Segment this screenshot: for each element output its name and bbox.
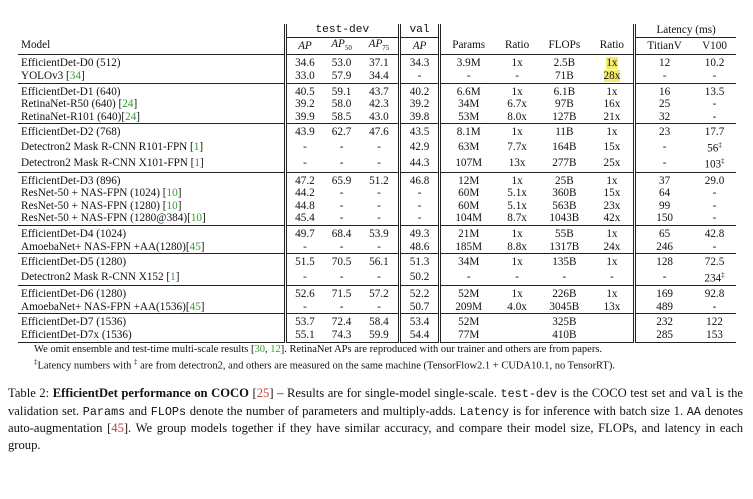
titan-cell: -	[635, 155, 693, 172]
flops-cell: 1317B	[549, 240, 580, 253]
fratio-cell: 42x	[603, 212, 621, 225]
titan-cell: 489	[635, 301, 693, 314]
val-cell: -	[399, 200, 440, 213]
fratio-cell: 16x	[603, 98, 621, 111]
table-row	[18, 329, 736, 342]
ap50-cell: -	[339, 212, 344, 225]
table-row	[18, 172, 736, 187]
titan-cell: 16	[635, 83, 693, 98]
ap75-cell: 51.2	[360, 172, 399, 187]
v100-cell: 10.2	[693, 55, 736, 70]
ap-col-header: AP	[285, 37, 323, 55]
flops-col-header: FLOPs	[538, 37, 590, 55]
flops-cell: 127B	[552, 110, 577, 123]
params-cell: 8.1M	[440, 124, 496, 139]
v100-cell: -	[712, 110, 717, 123]
val-cell: -	[399, 187, 440, 200]
params-cell: 185M	[440, 241, 496, 254]
ap-cell: 34.6	[285, 55, 323, 70]
ap50-cell: -	[339, 300, 344, 313]
ap50-cell: -	[339, 270, 344, 283]
table-row	[18, 111, 736, 124]
ap-cell: -	[285, 269, 323, 286]
ap75-cell: 47.6	[360, 124, 399, 139]
v100-cell: 17.7	[693, 124, 736, 139]
titan-cell: 285	[635, 329, 693, 342]
titan-cell: 169	[635, 286, 693, 301]
fratio-cell: 15x	[603, 140, 621, 153]
model-cell: EfficientDet-D7 (1536)	[18, 314, 285, 329]
flops-cell: 360B	[552, 187, 577, 200]
ap75-cell: -	[377, 212, 381, 225]
flops-cell: 6.1B	[538, 83, 590, 98]
table-row	[18, 55, 736, 70]
ap50-cell: -	[339, 240, 344, 253]
pratio-cell: 1x	[496, 124, 538, 139]
titanv-col-header: TitianV	[635, 37, 693, 55]
val-cell: -	[399, 70, 440, 83]
params-cell: 104M	[440, 212, 496, 225]
ap-cell: 39.2	[285, 98, 323, 111]
ap50-cell: 71.5	[323, 286, 360, 301]
model-cell: EfficientDet-D7x (1536)	[18, 329, 285, 342]
pratio-cell: 13x	[508, 157, 526, 170]
params-cell: 60M	[440, 200, 496, 213]
v100-cell: -	[712, 300, 717, 313]
testdev-header: test-dev	[285, 24, 399, 37]
fratio-cell: 15x	[603, 187, 621, 200]
titan-cell: 23	[635, 124, 693, 139]
table-row	[18, 200, 736, 213]
fratio-cell: 24x	[603, 240, 621, 253]
model-cell: AmoebaNet+ NAS-FPN +AA(1280)[45]	[21, 240, 205, 253]
v100-cell: -	[712, 240, 717, 253]
ap75-cell: -	[377, 187, 381, 200]
ap50-cell: 58.5	[331, 110, 352, 123]
pratio-cell: 1x	[496, 254, 538, 269]
ap50-col-header: $AP_{50}$	[323, 37, 360, 55]
titan-cell: 150	[635, 212, 693, 225]
table-row	[18, 139, 736, 155]
val-cell: 48.6	[399, 241, 440, 254]
fratio-cell: 28x	[603, 70, 621, 83]
ap-cell: 43.9	[285, 124, 323, 139]
val-cell: 54.4	[399, 329, 440, 342]
titan-cell: 128	[635, 254, 693, 269]
val-cell: 49.3	[399, 226, 440, 241]
flops-cell: 277B	[552, 157, 577, 170]
fratio-cell: 25x	[603, 157, 621, 170]
ap50-cell: 58.0	[331, 98, 352, 111]
table-row	[18, 286, 736, 301]
v100-cell: 153	[693, 329, 736, 342]
table-caption: Table 2: EfficientDet performance on COCO [25] – Results are for single-model single-scale. test-dev is the COCO test set and val is the validation set. Params and FLOPs denote the number of parameters and multiply-adds. Latency is for inference with batch size 1. AA denotes auto-augmentation [45]. We group models together if they have similar accuracy, and compare their model size, FLOPs, and latency in each group.	[8, 386, 743, 452]
params-col-header: Params	[440, 37, 496, 55]
model-cell: YOLOv3 [34]	[21, 70, 85, 83]
pratio-cell: 5.1x	[507, 199, 527, 212]
ap75-cell: 42.3	[369, 98, 389, 111]
ap-cell: 39.9	[285, 111, 323, 124]
v100-cell: 13.5	[693, 83, 736, 98]
ap50-cell: -	[339, 157, 344, 170]
val-cell: 46.8	[399, 172, 440, 187]
pratio-cell: -	[515, 270, 519, 283]
ap75-cell: -	[377, 270, 381, 283]
ap50-cell: 65.9	[323, 172, 360, 187]
params-cell: 53M	[440, 111, 496, 124]
table-row	[18, 254, 736, 269]
params-cell: 21M	[440, 226, 496, 241]
ap50-cell: -	[339, 187, 344, 200]
params-cell: 34M	[440, 98, 496, 111]
params-cell: 209M	[440, 301, 496, 314]
table-figure	[8, 24, 743, 453]
model-cell: RetinaNet-R101 (640)[24]	[21, 110, 141, 123]
params-cell: 3.9M	[440, 55, 496, 70]
titan-cell: -	[635, 70, 693, 83]
ap50-cell: 74.3	[323, 329, 360, 342]
params-cell: -	[440, 269, 496, 286]
params-cell: -	[440, 70, 496, 83]
pratio-cell: 8.7x	[507, 212, 527, 225]
latency-header: Latency (ms)	[635, 24, 736, 37]
titan-cell: 12	[635, 55, 693, 70]
pratio-cell: 8.8x	[507, 240, 527, 253]
model-cell: Detectron2 Mask R-CNN X152 [1]	[21, 270, 180, 283]
v100-cell: -	[712, 199, 717, 212]
model-cell: EfficientDet-D0 (512)	[18, 55, 285, 70]
val-cell: 40.2	[399, 83, 440, 98]
pratio-cell: 1x	[496, 286, 538, 301]
table-row	[18, 301, 736, 314]
flops-cell: 226B	[538, 286, 590, 301]
model-col-header: Model	[18, 37, 285, 55]
ap50-cell: 53.0	[323, 55, 360, 70]
titan-cell: 232	[635, 314, 693, 329]
table-row	[18, 314, 736, 329]
ap75-cell: 43.7	[360, 83, 399, 98]
val-cell: 50.7	[399, 301, 440, 314]
ap-cell: -	[285, 155, 323, 172]
v100-cell: 29.0	[693, 172, 736, 187]
model-cell: EfficientDet-D4 (1024)	[18, 226, 285, 241]
ap75-cell: 57.2	[360, 286, 399, 301]
table-row	[18, 98, 736, 111]
fratio-cell: 1x	[591, 83, 635, 98]
table-row	[18, 155, 736, 172]
v100-cell: 72.5	[693, 254, 736, 269]
pratio-cell: 1x	[496, 172, 538, 187]
v100-col-header: V100	[693, 37, 736, 55]
params-cell: 52M	[440, 314, 496, 329]
flops-ratio-col-header: Ratio	[591, 37, 635, 55]
results-table	[18, 24, 736, 343]
table-row	[18, 269, 736, 286]
val-cell: 42.9	[399, 139, 440, 155]
model-cell: AmoebaNet+ NAS-FPN +AA(1536)[45]	[21, 300, 205, 313]
params-cell: 34M	[440, 254, 496, 269]
fratio-cell: -	[610, 270, 614, 283]
model-cell: Detectron2 Mask R-CNN R101-FPN [1]	[21, 140, 204, 153]
ap75-cell: -	[377, 199, 381, 212]
titan-cell: -	[635, 139, 693, 155]
ap-cell: 44.2	[285, 187, 323, 200]
v100-cell: -	[712, 187, 717, 200]
val-cell: 39.8	[399, 111, 440, 124]
val-cell: 44.3	[399, 155, 440, 172]
flops-cell: 55B	[538, 226, 590, 241]
pratio-cell: 1x	[496, 55, 538, 70]
v100-cell: -	[712, 98, 717, 111]
params-cell: 77M	[440, 329, 496, 342]
titan-cell: 246	[635, 241, 693, 254]
v100-cell: -	[712, 212, 717, 225]
ap-cell: -	[285, 139, 323, 155]
val-cell: 53.4	[399, 314, 440, 329]
pratio-cell: 5.1x	[507, 187, 527, 200]
flops-cell: 1043B	[549, 212, 580, 225]
val-cell: 43.5	[399, 124, 440, 139]
params-cell: 6.6M	[440, 83, 496, 98]
params-ratio-col-header: Ratio	[496, 37, 538, 55]
flops-cell: 135B	[538, 254, 590, 269]
ap75-cell: 59.9	[360, 329, 399, 342]
val-cell: 52.2	[399, 286, 440, 301]
model-cell: EfficientDet-D6 (1280)	[18, 286, 285, 301]
table-row	[18, 187, 736, 200]
titan-cell: 32	[635, 111, 693, 124]
v100-cell: 56‡	[707, 140, 722, 155]
fratio-cell	[591, 329, 635, 342]
ap50-cell: 62.7	[323, 124, 360, 139]
ap50-cell: -	[339, 199, 344, 212]
fratio-cell: 1x	[591, 124, 635, 139]
fratio-cell: 21x	[603, 110, 621, 123]
model-cell: ResNet-50 + NAS-FPN (1280@384)[10]	[21, 212, 206, 225]
ap50-cell: 68.4	[323, 226, 360, 241]
table-row	[18, 241, 736, 254]
ap-cell: 52.6	[285, 286, 323, 301]
fratio-cell: 1x	[591, 172, 635, 187]
flops-cell: 410B	[538, 329, 590, 342]
fratio-cell	[591, 314, 635, 329]
flops-cell: 71B	[555, 70, 574, 83]
ap-cell: 55.1	[285, 329, 323, 342]
model-cell: RetinaNet-R50 (640) [24]	[21, 98, 138, 111]
params-cell: 60M	[440, 187, 496, 200]
pratio-cell	[496, 314, 538, 329]
model-cell: EfficientDet-D5 (1280)	[18, 254, 285, 269]
model-cell: Detectron2 Mask R-CNN X101-FPN [1]	[21, 157, 204, 170]
pratio-cell	[496, 329, 538, 342]
model-cell: EfficientDet-D2 (768)	[18, 124, 285, 139]
flops-cell: 325B	[538, 314, 590, 329]
ap75-cell: -	[377, 300, 381, 313]
ap75-cell: 34.4	[369, 70, 389, 83]
fratio-cell: 1x	[591, 226, 635, 241]
flops-cell: 563B	[552, 199, 577, 212]
titan-cell: 25	[635, 98, 693, 111]
table-row	[18, 212, 736, 225]
ap-cell: 49.7	[285, 226, 323, 241]
val-cell: -	[399, 212, 440, 225]
model-cell: EfficientDet-D1 (640)	[18, 83, 285, 98]
fratio-cell: 1x	[591, 55, 635, 70]
pratio-cell: 7.7x	[507, 140, 527, 153]
titan-cell: 37	[635, 172, 693, 187]
ap-cell: 53.7	[285, 314, 323, 329]
v100-cell: 103‡	[704, 157, 725, 172]
params-cell: 107M	[440, 155, 496, 172]
pratio-cell: 1x	[496, 226, 538, 241]
ap75-cell: -	[377, 140, 381, 153]
fratio-cell: 23x	[603, 199, 621, 212]
ap75-cell: -	[377, 157, 381, 170]
ap50-cell: 59.1	[323, 83, 360, 98]
flops-cell: 2.5B	[538, 55, 590, 70]
v100-cell: -	[712, 70, 717, 83]
table-row	[18, 83, 736, 98]
ap75-cell: 43.0	[369, 110, 389, 123]
ap50-cell: 72.4	[323, 314, 360, 329]
ap75-cell: 58.4	[360, 314, 399, 329]
ap-cell: 40.5	[285, 83, 323, 98]
params-cell: 63M	[440, 139, 496, 155]
ap75-cell: 56.1	[360, 254, 399, 269]
params-cell: 12M	[440, 172, 496, 187]
ap75-col-header: $AP_{75}$	[360, 37, 399, 55]
pratio-cell: -	[515, 70, 519, 83]
note-line-2: ‡Latency numbers with ‡ are from detectron2, and others are measured on the same machine (TensorFlow2.1 + CUDA10.1, no TensorRT).	[34, 358, 615, 372]
flops-cell: -	[562, 270, 567, 283]
titan-cell: 65	[635, 226, 693, 241]
pratio-cell: 6.7x	[507, 98, 527, 111]
table-row	[18, 226, 736, 241]
ap-cell: -	[285, 241, 323, 254]
model-cell: ResNet-50 + NAS-FPN (1024) [10]	[21, 187, 182, 200]
note-line-1: We omit ensemble and test-time multi-scale results [30, 12]. RetinaNet APs are reproduced with our trainer and others are from papers.	[34, 343, 603, 355]
flops-cell: 3045B	[549, 300, 580, 313]
val-cell: 51.3	[399, 254, 440, 269]
titan-cell: 64	[635, 187, 693, 200]
params-cell: 52M	[440, 286, 496, 301]
ap75-cell: -	[377, 240, 381, 253]
flops-cell: 97B	[555, 98, 574, 111]
flops-cell: 11B	[538, 124, 590, 139]
val-cell: 34.3	[399, 55, 440, 70]
ap-cell: 47.2	[285, 172, 323, 187]
val-ap-col-header: AP	[399, 37, 440, 55]
pratio-cell: 1x	[496, 83, 538, 98]
table-notes	[34, 344, 736, 374]
fratio-cell: 1x	[591, 254, 635, 269]
ap75-cell: 37.1	[360, 55, 399, 70]
val-cell: 50.2	[399, 269, 440, 286]
model-cell: ResNet-50 + NAS-FPN (1280) [10]	[21, 199, 182, 212]
table-row	[18, 70, 736, 83]
flops-cell: 25B	[538, 172, 590, 187]
v100-cell: 92.8	[693, 286, 736, 301]
v100-cell: 122	[693, 314, 736, 329]
header-row-2	[18, 37, 736, 55]
ap-cell: -	[285, 301, 323, 314]
pratio-cell: 8.0x	[507, 110, 527, 123]
table-row	[18, 124, 736, 139]
v100-cell: 42.8	[693, 226, 736, 241]
ap50-cell: 57.9	[331, 70, 352, 83]
ap50-cell: 70.5	[323, 254, 360, 269]
header-row-1	[18, 24, 736, 37]
fratio-cell: 13x	[603, 300, 621, 313]
ap-cell: 51.5	[285, 254, 323, 269]
pratio-cell: 4.0x	[507, 300, 527, 313]
titan-cell: -	[635, 269, 693, 286]
ap75-cell: 53.9	[360, 226, 399, 241]
ap-cell: 44.8	[285, 200, 323, 213]
val-cell: 39.2	[399, 98, 440, 111]
ap-cell: 45.4	[285, 212, 323, 225]
ap50-cell: -	[339, 140, 344, 153]
ap-cell: 33.0	[285, 70, 323, 83]
model-cell: EfficientDet-D3 (896)	[18, 172, 285, 187]
v100-cell: 234‡	[704, 270, 725, 285]
table-body	[18, 55, 736, 342]
flops-cell: 164B	[552, 140, 577, 153]
fratio-cell: 1x	[591, 286, 635, 301]
val-header: val	[399, 24, 440, 37]
titan-cell: 99	[635, 200, 693, 213]
